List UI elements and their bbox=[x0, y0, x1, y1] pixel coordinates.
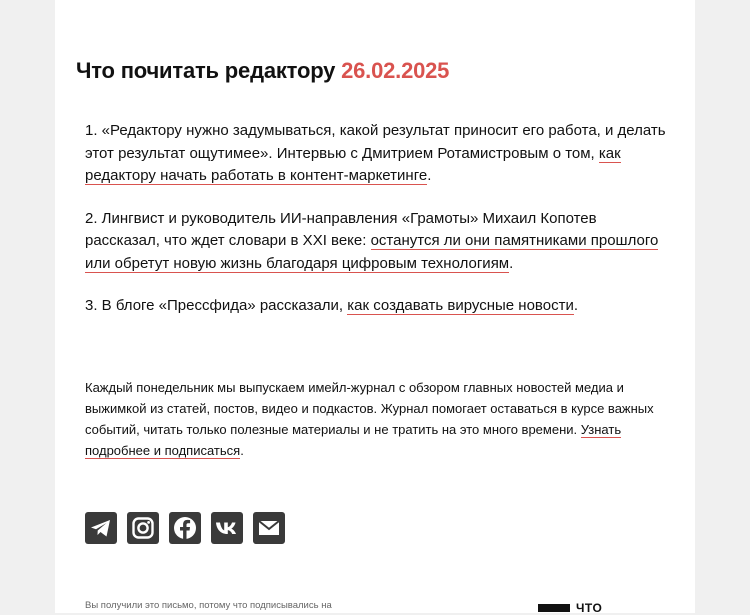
about-punct: . bbox=[240, 443, 244, 458]
vk-icon bbox=[211, 512, 243, 544]
title-text: Что почитать редактору bbox=[76, 58, 336, 83]
subscribe-link[interactable]: Узнать подробнее и подписаться bbox=[85, 422, 622, 458]
email-card bbox=[55, 0, 695, 613]
item-punct: . bbox=[509, 254, 514, 272]
vk-link[interactable] bbox=[211, 512, 243, 544]
item-text: 2. Лингвист и руководитель ИИ-направления «Грамоты» Михаил Копотев рассказал, что ждет словари в XXI веке: bbox=[85, 209, 597, 249]
item-text: 3. В блоге «Прессфида» рассказали, bbox=[85, 297, 348, 314]
footer-note: Вы получили это письмо, потому что подписывались на bbox=[85, 600, 332, 611]
instagram-icon bbox=[127, 512, 159, 544]
article-list bbox=[85, 120, 670, 338]
social-links bbox=[85, 512, 285, 544]
page-title bbox=[76, 58, 449, 84]
facebook-icon bbox=[169, 512, 201, 544]
instagram-link[interactable] bbox=[127, 512, 159, 544]
article-link[interactable]: как создавать вирусные новости bbox=[347, 297, 574, 314]
facebook-link[interactable] bbox=[169, 512, 201, 544]
item-punct: . bbox=[427, 167, 432, 184]
list-item bbox=[85, 208, 670, 276]
list-item bbox=[85, 295, 670, 318]
about-text: Каждый понедельник мы выпускаем имейл-журнал с обзором главных новостей медиа и выжимкой из статей, постов, видео и подкастов. Журнал помогает оставаться в курсе важных событий, читать только полезные материалы и не тратить на это много времени. bbox=[85, 380, 654, 437]
telegram-icon bbox=[85, 512, 117, 544]
list-item bbox=[85, 120, 670, 188]
about-paragraph bbox=[85, 377, 670, 461]
article-link[interactable]: останутся ли они памятниками прошлого или обретут новую жизнь благодаря цифровым технологиям bbox=[85, 232, 659, 272]
email-icon bbox=[253, 512, 285, 544]
title-date: 26.02.2025 bbox=[341, 58, 450, 83]
item-text: 1. «Редактору нужно задумываться, какой результат приносит его работа, и делать этот результат ощутимее». Интервью с Дмитрием Ротамистровым о том, bbox=[85, 122, 666, 162]
logo-text: ЧТО bbox=[576, 601, 603, 615]
item-punct: . bbox=[573, 297, 578, 314]
email-link[interactable] bbox=[253, 512, 285, 544]
logo-bar bbox=[538, 604, 570, 612]
article-link[interactable]: как редактору начать работать в контент-маркетинге bbox=[85, 144, 621, 184]
telegram-link[interactable] bbox=[85, 512, 117, 544]
